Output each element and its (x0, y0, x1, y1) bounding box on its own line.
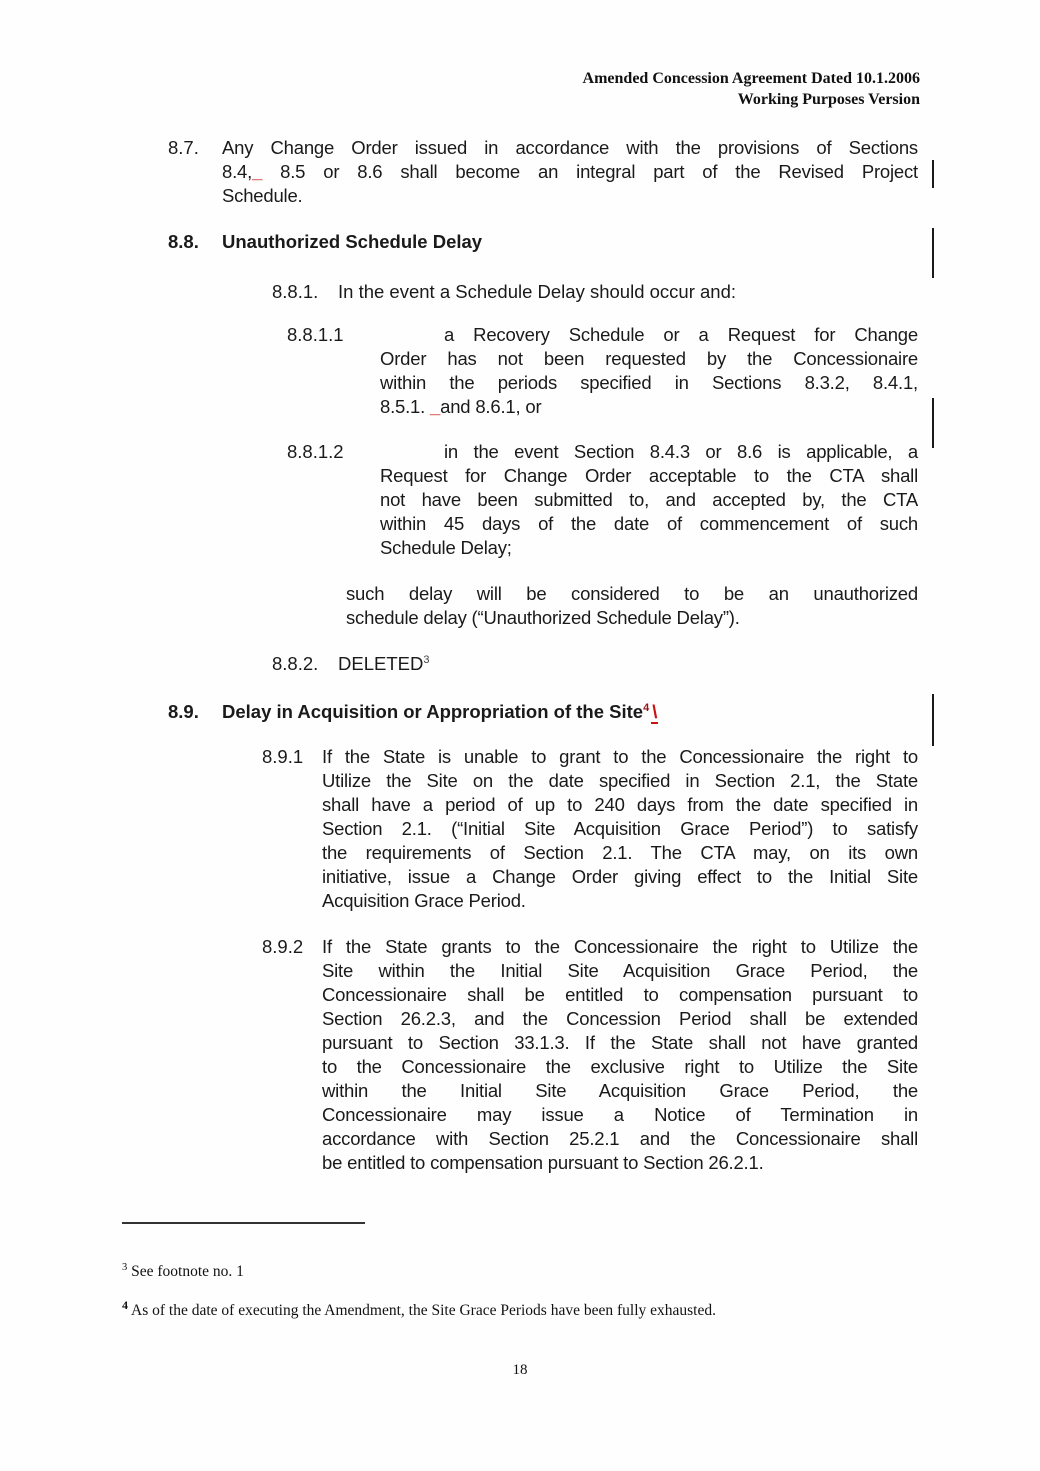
section-number: 8.9. (168, 701, 199, 722)
text-line: in the event Section 8.4.3 or 8.6 is applicable, a (444, 441, 918, 462)
footnote-marker: 4 (122, 1298, 128, 1313)
section-8-8-heading (168, 230, 918, 254)
section-8-9-heading (168, 700, 918, 724)
title-text: Delay in Acquisition or Appropriation of the Site (222, 701, 644, 722)
text-line: a Recovery Schedule or a Request for Change (444, 324, 918, 345)
text-line: shall have a period of up to 240 days from the date specified in (322, 794, 918, 815)
footnote-ref-4: 4 (643, 701, 650, 714)
text-line: Request for Change Order acceptable to the CTA shall (380, 465, 918, 486)
section-8-8-1-2 (287, 440, 918, 560)
text-line: Acquisition Grace Period. (322, 890, 526, 911)
deleted-label: DELETED (338, 653, 424, 674)
footnote-area (122, 1222, 918, 1321)
change-bar (932, 228, 934, 278)
text-line: to the Concessionaire the exclusive right to Utilize the Site (322, 1056, 918, 1077)
text-segment: 8.4, (222, 161, 253, 182)
text-line: Section 26.2.3, and the Concession Period shall be extended (322, 1008, 918, 1029)
text-line: within 45 days of the date of commencement of such (380, 513, 918, 534)
text-line: be entitled to compensation pursuant to Section 26.2.1. (322, 1152, 764, 1173)
section-8-7 (168, 136, 918, 208)
change-bar (932, 398, 934, 448)
text-line: within the Initial Site Acquisition Grace Period, the (322, 1080, 918, 1101)
text-segment: 8.5.1. (380, 396, 431, 417)
header-subtitle: Working Purposes Version (737, 91, 920, 108)
text-line: schedule delay (“Unauthorized Schedule Delay”). (346, 607, 740, 628)
text-line (380, 395, 918, 419)
text-line: Schedule. (222, 185, 303, 206)
section-title: Unauthorized Schedule Delay (222, 231, 483, 252)
section-number: 8.8.1. (272, 281, 319, 302)
paragraph (322, 745, 918, 913)
paragraph-such-delay (346, 582, 918, 630)
paragraph: In the event a Schedule Delay should occur and: (338, 281, 737, 302)
text-line: the requirements of Section 2.1. The CTA may, on its own (322, 842, 918, 863)
text-line: Utilize the Site on the date specified in Section 2.1, the State (322, 770, 918, 791)
text-line: within the periods specified in Sections 8.3.2, 8.4.1, (380, 372, 918, 393)
paragraph (322, 935, 918, 1175)
section-8-8-1-1 (287, 323, 918, 419)
paragraph (222, 136, 918, 208)
text-line: not have been submitted to, and accepted by, the CTA (380, 489, 918, 510)
footnote-4 (122, 1295, 918, 1321)
section-number: 8.9.2 (262, 936, 304, 957)
document-header (0, 0, 1040, 110)
text-line: Site within the Initial Site Acquisition Grace Period, the (322, 960, 918, 981)
section-number: 8.8.1.2 (287, 441, 344, 462)
footnote-separator (122, 1222, 365, 1224)
text-line: Section 2.1. (“Initial Site Acquisition Grace Period”) to satisfy (322, 818, 918, 839)
text-line: initiative, issue a Change Order giving effect to the Initial Site (322, 866, 918, 887)
section-number: 8.8. (168, 231, 199, 252)
section-number: 8.9.1 (262, 746, 304, 767)
page-number: 18 (512, 1362, 528, 1378)
text-line: Concessionaire shall be entitled to compensation pursuant to (322, 984, 918, 1005)
section-number: 8.8.1.1 (287, 324, 344, 345)
section-8-9-1 (262, 745, 918, 913)
change-bar (932, 160, 934, 188)
footnote-text: As of the date of executing the Amendment, the Site Grace Periods have been fully exhausted. (131, 1302, 716, 1320)
change-bar (932, 694, 934, 746)
paragraph (380, 440, 918, 560)
section-title (222, 700, 918, 724)
text-line (222, 160, 918, 184)
text-line: Concessionaire may issue a Notice of Termination in (322, 1104, 918, 1125)
section-number: 8.7. (168, 137, 199, 158)
text-segment: 8.5 or 8.6 shall become an integral part of the Revised Project (262, 161, 918, 182)
text-segment: and 8.6.1, or (440, 396, 542, 417)
section-number: 8.8.2. (272, 653, 319, 674)
header-title: Amended Concession Agreement Dated 10.1.2006 (582, 70, 920, 87)
tracked-change-mark: _ (430, 396, 441, 417)
paragraph (338, 652, 429, 676)
document-body (168, 136, 918, 1175)
paragraph (380, 323, 918, 419)
text-line: Schedule Delay; (380, 537, 512, 558)
text-line: such delay will be considered to be an unauthorized (346, 583, 918, 604)
footnote-3 (122, 1258, 918, 1282)
section-8-8-2 (272, 652, 918, 676)
text-line: Order has not been requested by the Concessionaire (380, 348, 918, 369)
footnote-ref-3: 3 (423, 653, 430, 666)
section-8-8-1 (272, 280, 918, 304)
text-line: pursuant to Section 33.1.3. If the State shall not have granted (322, 1032, 918, 1053)
tracked-change-mark: _ (252, 161, 263, 182)
tracked-change-mark: \ (652, 701, 658, 722)
footnote-text: See footnote no. 1 (131, 1263, 244, 1281)
text-line: If the State is unable to grant to the Concessionaire the right to (322, 746, 918, 767)
text-line: If the State grants to the Concessionaire the right to Utilize the (322, 936, 918, 957)
section-8-9-2 (262, 935, 918, 1175)
footnote-marker: 3 (122, 1262, 128, 1273)
text-line: Any Change Order issued in accordance with the provisions of Sections (222, 137, 918, 158)
paragraph-lines (380, 323, 918, 395)
text-line: accordance with Section 25.2.1 and the Concessionaire shall (322, 1128, 918, 1149)
